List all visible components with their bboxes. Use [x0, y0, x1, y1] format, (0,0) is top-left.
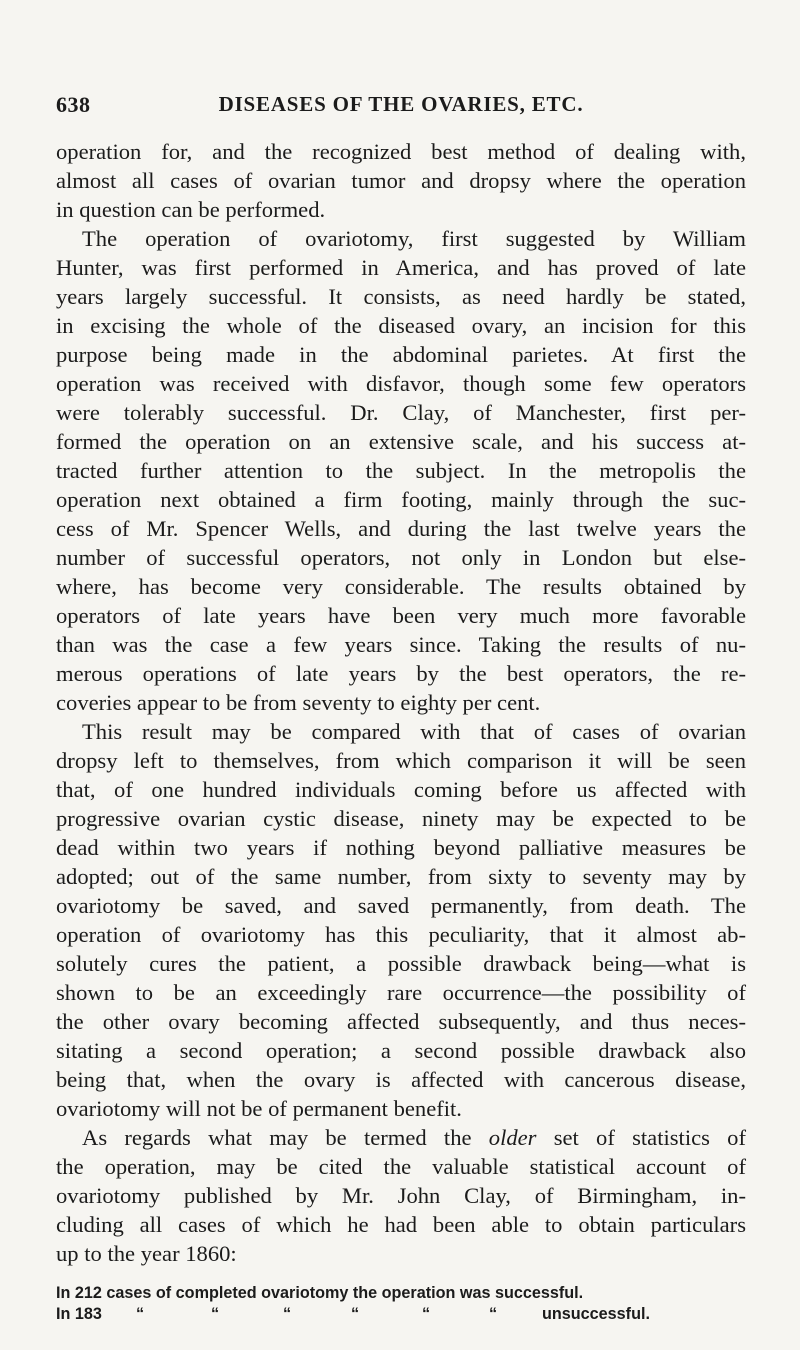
statistics-block — [56, 1283, 746, 1325]
statistics-row-unsuccessful — [56, 1304, 746, 1325]
text-line: operation of ovariotomy has this peculiarity, that it almost ab- — [56, 922, 746, 947]
text-line: cess of Mr. Spencer Wells, and during the last twelve years the — [56, 516, 746, 541]
text-line: ovariotomy published by Mr. John Clay, of Birmingham, in- — [56, 1183, 746, 1208]
text-line: This result may be compared with that of cases of ovarian — [82, 719, 746, 744]
text-line: dropsy left to themselves, from which comparison it will be seen — [56, 748, 746, 773]
text-line: in question can be performed. — [56, 197, 326, 222]
emphasis: older — [488, 1125, 537, 1150]
text-line: years largely successful. It consists, as need hardly be stated, — [56, 284, 746, 309]
text-line: up to the year 1860: — [56, 1241, 237, 1266]
ditto-mark: “ — [211, 1305, 220, 1323]
text-line: adopted; out of the same number, from sixty to seventy may by — [56, 864, 746, 889]
ditto-mark: “ — [351, 1305, 360, 1323]
text-line: solutely cures the patient, a possible drawback being—what is — [56, 951, 746, 976]
ditto-mark: “ — [136, 1305, 145, 1323]
text-line: that, of one hundred individuals coming before us affected with — [56, 777, 746, 802]
text-line: cluding all cases of which he had been able to obtain particulars — [56, 1212, 746, 1237]
text-line: the other ovary becoming affected subsequently, and thus neces- — [56, 1009, 746, 1034]
ditto-mark: “ — [489, 1305, 498, 1323]
ditto-mark: “ — [422, 1305, 431, 1323]
ditto-mark: “ — [283, 1305, 292, 1323]
text-line: where, has become very considerable. The results obtained by — [56, 574, 746, 599]
text-line: operation for, and the recognized best method of dealing with, — [56, 139, 746, 164]
text-line: formed the operation on an extensive scale, and his success at- — [56, 429, 746, 454]
text-line: ovariotomy will not be of permanent benefit. — [56, 1096, 462, 1121]
page-header — [56, 92, 746, 122]
text-line: operation next obtained a firm footing, mainly through the suc- — [56, 487, 746, 512]
text-line: almost all cases of ovarian tumor and dropsy where the operation — [56, 168, 746, 193]
text-line: operators of late years have been very much more favorable — [56, 603, 746, 628]
text-line: purpose being made in the abdominal parietes. At first the — [56, 342, 746, 367]
text-line: in excising the whole of the diseased ovary, an incision for this — [56, 313, 746, 338]
text-line: ovariotomy be saved, and saved permanently, from death. The — [56, 893, 746, 918]
text-line: shown to be an exceedingly rare occurrence—the possibility of — [56, 980, 746, 1005]
text-line: merous operations of late years by the best operators, the re- — [56, 661, 746, 686]
text-line: number of successful operators, not only in London but else- — [56, 545, 746, 570]
statistics-row-successful — [56, 1283, 746, 1304]
text-line: progressive ovarian cystic disease, ninety may be expected to be — [56, 806, 746, 831]
text-line: Hunter, was first performed in America, and has proved of late — [56, 255, 746, 280]
statistics-text: In 212 cases of completed ovariotomy the operation was successful. — [56, 1284, 584, 1302]
text-line: dead within two years if nothing beyond palliative measures be — [56, 835, 746, 860]
text-line: The operation of ovariotomy, first suggested by William — [82, 226, 746, 251]
text-line: As regards what may be termed the older set of statistics of — [82, 1125, 746, 1150]
text-line: operation was received with disfavor, though some few operators — [56, 371, 746, 396]
text-line: than was the case a few years since. Taking the results of nu- — [56, 632, 746, 657]
running-head: DISEASES OF THE OVARIES, ETC. — [218, 92, 584, 116]
text-line: coveries appear to be from seventy to eighty per cent. — [56, 690, 541, 715]
body-text — [56, 137, 746, 1268]
text-line: were tolerably successful. Dr. Clay, of Manchester, first per- — [56, 400, 746, 425]
text-line: the operation, may be cited the valuable statistical account of — [56, 1154, 746, 1179]
statistics-prefix: In 183 — [56, 1305, 102, 1323]
text-line: being that, when the ovary is affected with cancerous disease, — [56, 1067, 746, 1092]
text-line: tracted further attention to the subject. In the metropolis the — [56, 458, 746, 483]
text-line: sitating a second operation; a second possible drawback also — [56, 1038, 746, 1063]
page-number: 638 — [56, 92, 91, 117]
statistics-suffix: unsuccessful. — [542, 1305, 650, 1323]
